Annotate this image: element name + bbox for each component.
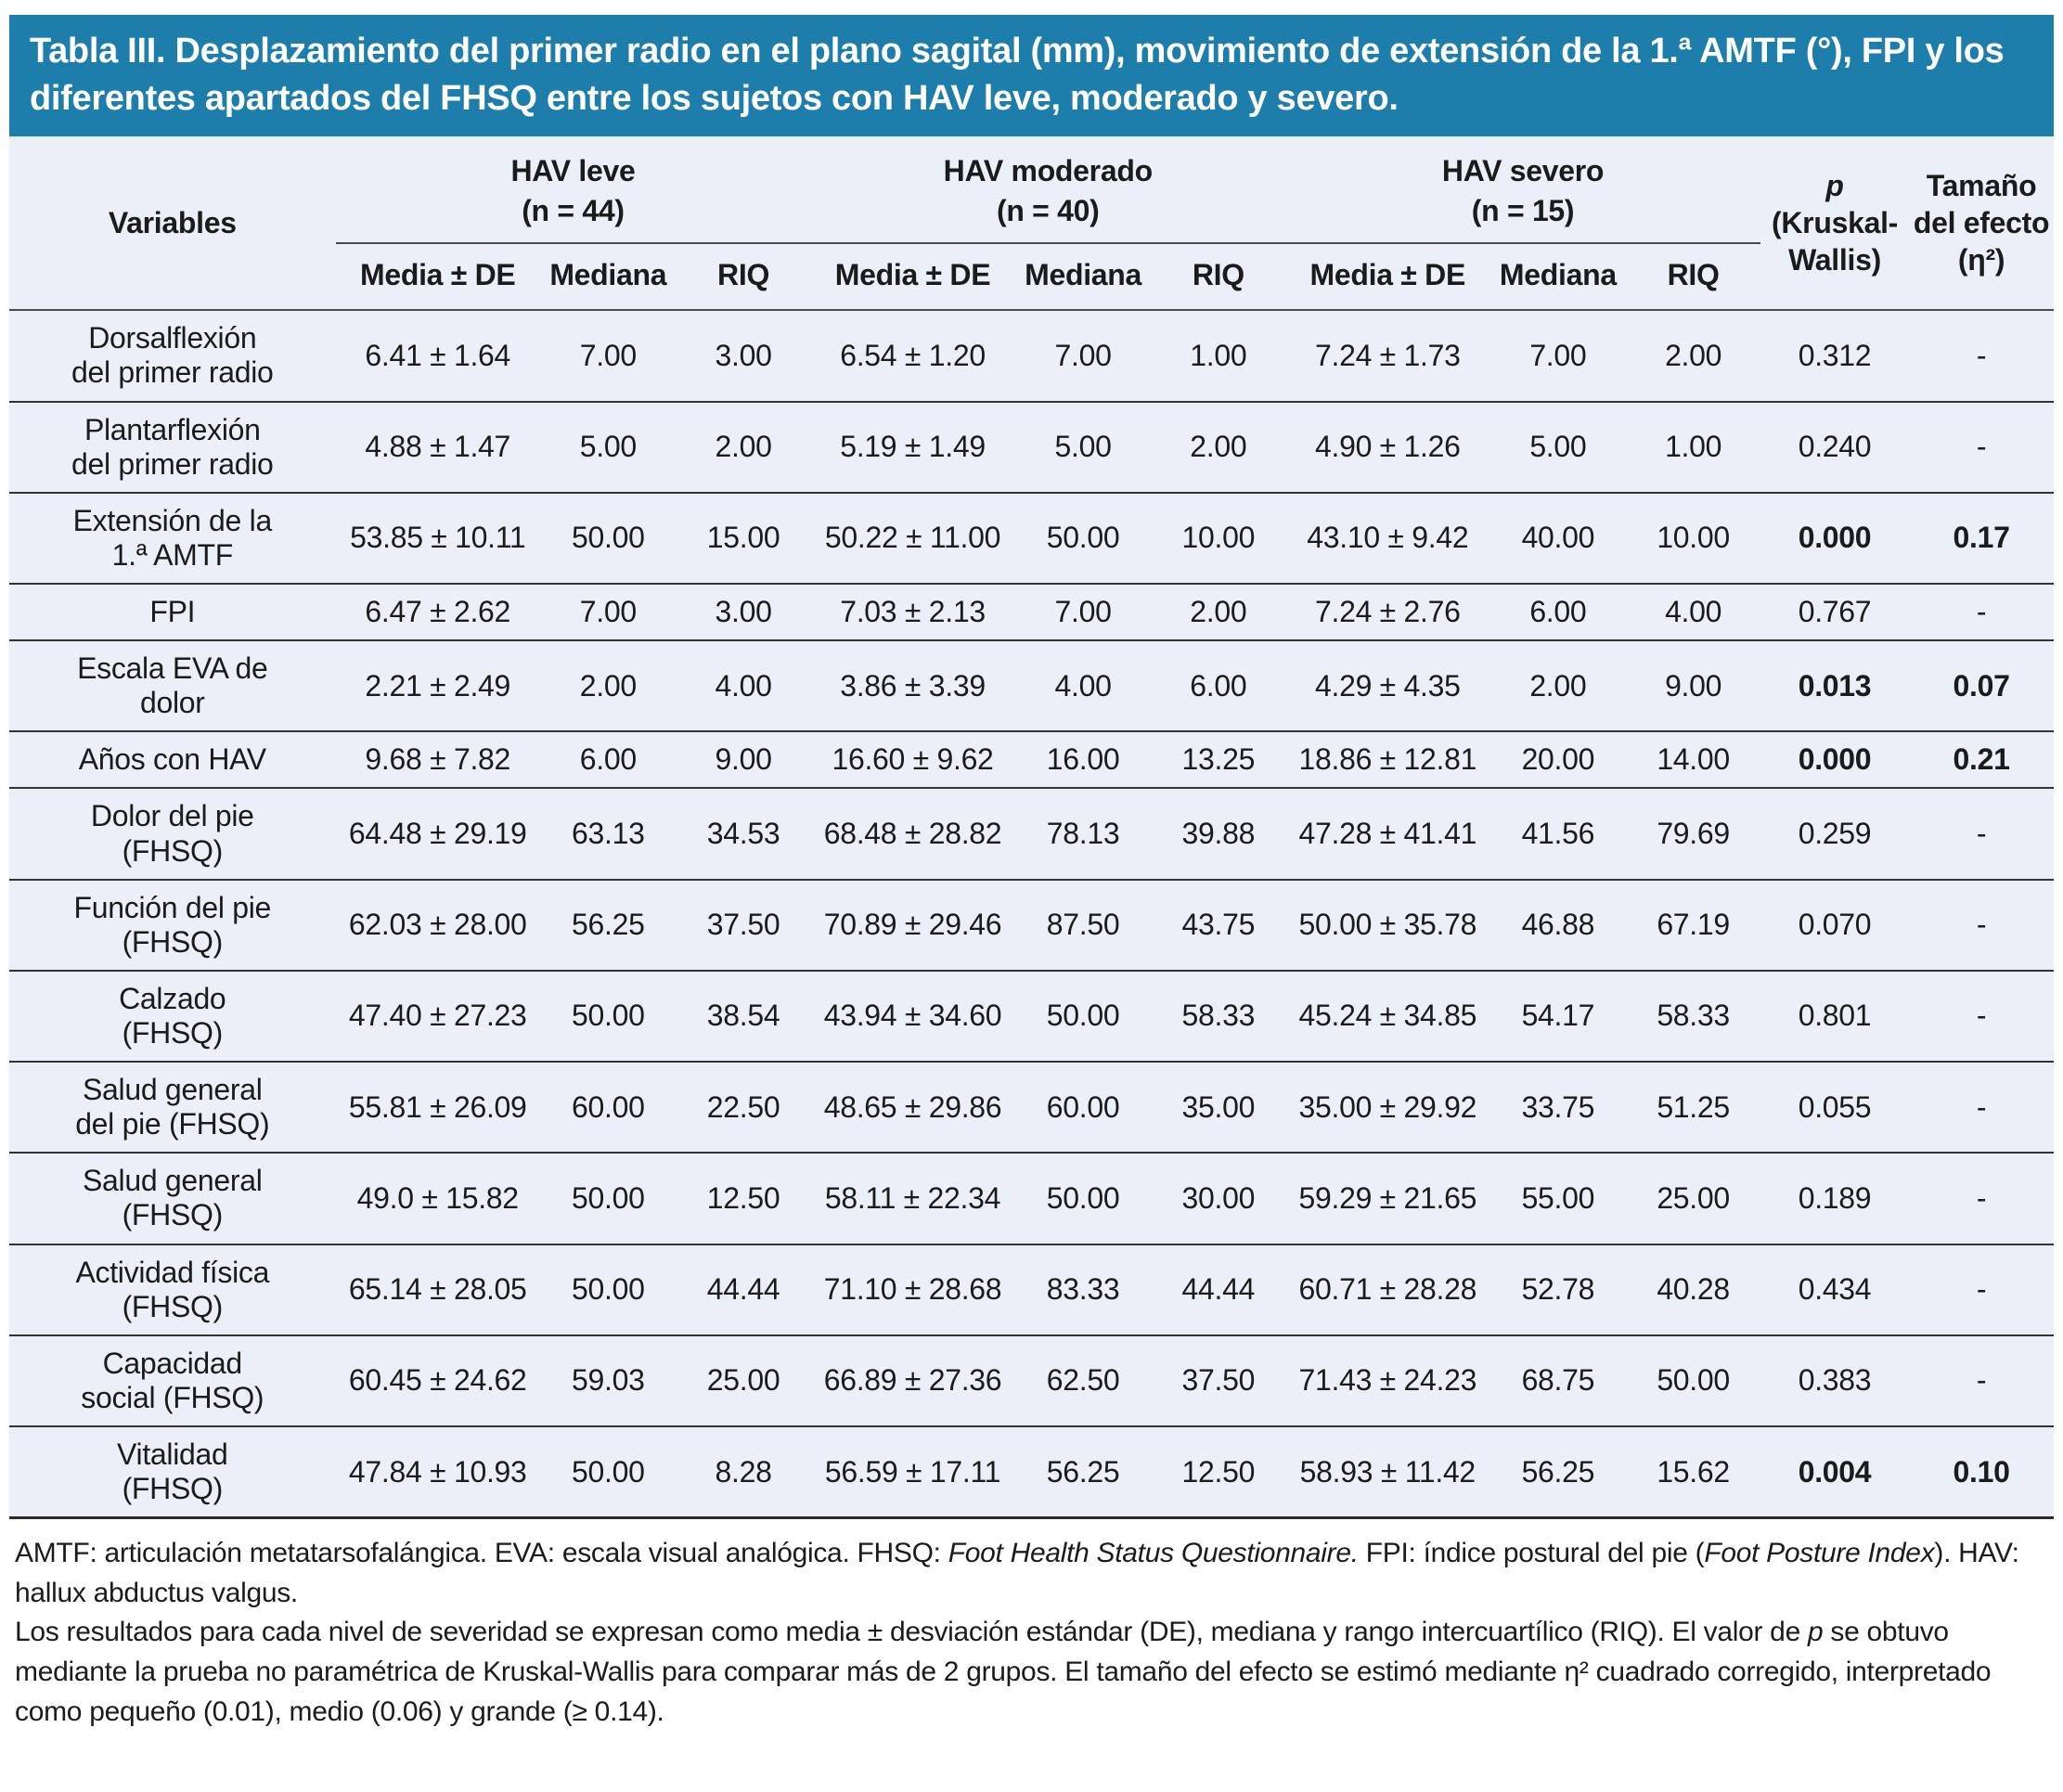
variable-cell: Plantarflexión del primer radio xyxy=(9,402,336,493)
variable-cell: Capacidad social (FHSQ) xyxy=(9,1335,336,1426)
value-cell: 58.33 xyxy=(1152,971,1286,1062)
value-cell: 12.50 xyxy=(1152,1426,1286,1518)
variable-cell: Extensión de la 1.ª AMTF xyxy=(9,493,336,584)
value-cell: 40.00 xyxy=(1489,493,1626,584)
value-cell: 3.00 xyxy=(677,584,811,640)
variable-cell: Años con HAV xyxy=(9,731,336,788)
group-header-hav-moderado xyxy=(810,136,1285,243)
group-name: HAV severo xyxy=(1441,153,1605,187)
value-cell: 50.00 xyxy=(540,1244,677,1335)
value-cell: 35.00 ± 29.92 xyxy=(1285,1062,1489,1153)
value-cell: 68.75 xyxy=(1489,1335,1626,1426)
subheader-riq-leve: RIQ xyxy=(677,243,811,310)
value-cell: 65.14 ± 28.05 xyxy=(336,1244,540,1335)
subheader-media-de-leve: Media ± DE xyxy=(336,243,540,310)
p-value-cell: 0.070 xyxy=(1760,880,1909,971)
value-cell: 50.00 xyxy=(540,1426,677,1518)
value-cell: 47.84 ± 10.93 xyxy=(336,1426,540,1518)
variable-cell: Actividad física (FHSQ) xyxy=(9,1244,336,1335)
value-cell: 13.25 xyxy=(1152,731,1286,788)
value-cell: 7.24 ± 2.76 xyxy=(1285,584,1489,640)
effect-size-cell: 0.21 xyxy=(1909,731,2054,788)
value-cell: 50.00 xyxy=(1626,1335,1760,1426)
value-cell: 5.00 xyxy=(1489,402,1626,493)
value-cell: 59.29 ± 21.65 xyxy=(1285,1153,1489,1244)
value-cell: 62.03 ± 28.00 xyxy=(336,880,540,971)
effect-size-cell: - xyxy=(1909,971,2054,1062)
value-cell: 50.00 xyxy=(1015,971,1152,1062)
value-cell: 12.50 xyxy=(677,1153,811,1244)
value-cell: 16.60 ± 9.62 xyxy=(810,731,1014,788)
effect-size-cell: 0.17 xyxy=(1909,493,2054,584)
value-cell: 9.00 xyxy=(1626,640,1760,731)
value-cell: 49.0 ± 15.82 xyxy=(336,1153,540,1244)
group-header-hav-severo xyxy=(1285,136,1760,243)
value-cell: 39.88 xyxy=(1152,788,1286,879)
p-value-cell: 0.189 xyxy=(1760,1153,1909,1244)
p-value-cell: 0.055 xyxy=(1760,1062,1909,1153)
subheader-riq-moderado: RIQ xyxy=(1152,243,1286,310)
group-n: (n = 15) xyxy=(1471,193,1575,227)
value-cell: 56.25 xyxy=(540,880,677,971)
value-cell: 6.00 xyxy=(1489,584,1626,640)
table-row xyxy=(9,640,2054,731)
value-cell: 18.86 ± 12.81 xyxy=(1285,731,1489,788)
value-cell: 50.00 ± 35.78 xyxy=(1285,880,1489,971)
value-cell: 60.00 xyxy=(1015,1062,1152,1153)
effect-size-cell: - xyxy=(1909,1153,2054,1244)
subheader-mediana-leve: Mediana xyxy=(540,243,677,310)
effect-size-cell: - xyxy=(1909,584,2054,640)
value-cell: 60.45 ± 24.62 xyxy=(336,1335,540,1426)
value-cell: 2.21 ± 2.49 xyxy=(336,640,540,731)
data-table xyxy=(9,136,2054,1520)
value-cell: 30.00 xyxy=(1152,1153,1286,1244)
table-row xyxy=(9,788,2054,879)
effect-size-cell: - xyxy=(1909,788,2054,879)
value-cell: 79.69 xyxy=(1626,788,1760,879)
value-cell: 4.00 xyxy=(677,640,811,731)
value-cell: 5.00 xyxy=(540,402,677,493)
footnote-methods xyxy=(15,1613,2041,1732)
value-cell: 34.53 xyxy=(677,788,811,879)
variable-cell: Dorsalflexión del primer radio xyxy=(71,321,274,390)
value-cell: 67.19 xyxy=(1626,880,1760,971)
value-cell: 59.03 xyxy=(540,1335,677,1426)
value-cell: 43.94 ± 34.60 xyxy=(810,971,1014,1062)
p-value-cell: 0.767 xyxy=(1760,584,1909,640)
value-cell: 58.33 xyxy=(1626,971,1760,1062)
footnote-abbreviations xyxy=(15,1534,2041,1613)
subheader-riq-severo: RIQ xyxy=(1626,243,1760,310)
value-cell: 56.25 xyxy=(1489,1426,1626,1518)
effect-size-cell: - xyxy=(1909,402,2054,493)
value-cell: 7.00 xyxy=(579,338,637,372)
p-value-cell: 0.434 xyxy=(1760,1244,1909,1335)
value-cell: 68.48 ± 28.82 xyxy=(810,788,1014,879)
p-value-cell: 0.312 xyxy=(1798,338,1872,372)
table-row xyxy=(9,1062,2054,1153)
footnotes xyxy=(9,1519,2054,1732)
value-cell: 53.85 ± 10.11 xyxy=(336,493,540,584)
value-cell: 66.89 ± 27.36 xyxy=(810,1335,1014,1426)
value-cell: 4.00 xyxy=(1626,584,1760,640)
value-cell: 71.43 ± 24.23 xyxy=(1285,1335,1489,1426)
value-cell: 70.89 ± 29.46 xyxy=(810,880,1014,971)
p-value-cell: 0.013 xyxy=(1760,640,1909,731)
effect-size-cell: - xyxy=(1909,1244,2054,1335)
value-cell: 4.88 ± 1.47 xyxy=(336,402,540,493)
value-cell: 54.17 xyxy=(1489,971,1626,1062)
p-value-cell: 0.801 xyxy=(1760,971,1909,1062)
subheader-mediana-moderado: Mediana xyxy=(1015,243,1152,310)
subheader-media-de-severo: Media ± DE xyxy=(1285,243,1489,310)
value-cell: 2.00 xyxy=(677,402,811,493)
column-header-p xyxy=(1760,136,1909,311)
variable-cell: Dolor del pie (FHSQ) xyxy=(9,788,336,879)
value-cell: 3.00 xyxy=(715,338,772,372)
table-row xyxy=(9,1153,2054,1244)
p-value-cell: 0.383 xyxy=(1760,1335,1909,1426)
group-header-hav-leve xyxy=(336,136,811,243)
value-cell: 38.54 xyxy=(677,971,811,1062)
effect-size-cell: 0.10 xyxy=(1909,1426,2054,1518)
value-cell: 25.00 xyxy=(1626,1153,1760,1244)
value-cell: 1.00 xyxy=(1190,338,1247,372)
value-cell: 41.56 xyxy=(1489,788,1626,879)
group-name: HAV leve xyxy=(510,153,636,187)
value-cell: 20.00 xyxy=(1489,731,1626,788)
value-cell: 55.81 ± 26.09 xyxy=(336,1062,540,1153)
value-cell: 87.50 xyxy=(1015,880,1152,971)
footnote-text-segment: FPI: índice postural del pie ( xyxy=(1358,1538,1705,1569)
footnote-italic-segment: p xyxy=(1807,1617,1824,1648)
group-n: (n = 44) xyxy=(522,193,625,227)
value-cell: 44.44 xyxy=(1152,1244,1286,1335)
footnote-text-segment: Los resultados para cada nivel de severidad se expresan como media ± desviación estándar (DE), mediana y rango intercuartílico (RIQ). El valor de xyxy=(15,1617,1808,1648)
value-cell: 47.28 ± 41.41 xyxy=(1285,788,1489,879)
value-cell: 4.90 ± 1.26 xyxy=(1285,402,1489,493)
value-cell: 6.47 ± 2.62 xyxy=(336,584,540,640)
value-cell: 43.75 xyxy=(1152,880,1286,971)
variable-cell: Escala EVA de dolor xyxy=(9,640,336,731)
value-cell: 6.54 ± 1.20 xyxy=(840,338,986,372)
footnote-text-segment: se obtuvo mediante la prueba no paramétrica de Kruskal-Wallis para comparar más de 2 grupos. El tamaño del efecto se estimó mediante η² cuadrado corregido, interpretado como pequeño (0.01), medio (0.06) y grande (≥ 0.14). xyxy=(15,1617,1992,1727)
table-row xyxy=(9,880,2054,971)
effect-size-cell: - xyxy=(1976,338,1987,372)
value-cell: 71.10 ± 28.68 xyxy=(810,1244,1014,1335)
value-cell: 62.50 xyxy=(1015,1335,1152,1426)
value-cell: 78.13 xyxy=(1015,788,1152,879)
value-cell: 50.00 xyxy=(540,493,677,584)
value-cell: 51.25 xyxy=(1626,1062,1760,1153)
value-cell: 2.00 xyxy=(1152,584,1286,640)
value-cell: 4.29 ± 4.35 xyxy=(1285,640,1489,731)
p-value-cell: 0.259 xyxy=(1760,788,1909,879)
value-cell: 2.00 xyxy=(1665,338,1722,372)
p-value-cell: 0.240 xyxy=(1760,402,1909,493)
value-cell: 10.00 xyxy=(1626,493,1760,584)
value-cell: 60.00 xyxy=(540,1062,677,1153)
value-cell: 25.00 xyxy=(677,1335,811,1426)
table-row xyxy=(9,493,2054,584)
value-cell: 56.59 ± 17.11 xyxy=(810,1426,1014,1518)
value-cell: 33.75 xyxy=(1489,1062,1626,1153)
variable-cell: Salud general (FHSQ) xyxy=(9,1153,336,1244)
p-symbol: p xyxy=(1825,168,1844,202)
value-cell: 58.93 ± 11.42 xyxy=(1285,1426,1489,1518)
value-cell: 22.50 xyxy=(677,1062,811,1153)
group-header-row xyxy=(9,136,2054,243)
variable-cell: Función del pie (FHSQ) xyxy=(9,880,336,971)
value-cell: 37.50 xyxy=(1152,1335,1286,1426)
value-cell: 56.25 xyxy=(1015,1426,1152,1518)
footnote-text-segment: AMTF: articulación metatarsofalángica. EVA: escala visual analógica. FHSQ: xyxy=(15,1538,948,1569)
variable-cell: Salud general del pie (FHSQ) xyxy=(9,1062,336,1153)
value-cell: 37.50 xyxy=(677,880,811,971)
footnote-text-segment: ). HAV: hallux abductus valgus. xyxy=(15,1538,2019,1608)
value-cell: 48.65 ± 29.86 xyxy=(810,1062,1014,1153)
variable-cell: Calzado (FHSQ) xyxy=(9,971,336,1062)
value-cell: 50.00 xyxy=(540,1153,677,1244)
value-cell: 8.28 xyxy=(677,1426,811,1518)
value-cell: 50.22 ± 11.00 xyxy=(810,493,1014,584)
table-row xyxy=(9,1426,2054,1518)
column-header-effect-size: Tamaño del efecto (η²) xyxy=(1909,136,2054,311)
value-cell: 6.41 ± 1.64 xyxy=(365,338,511,372)
value-cell: 6.00 xyxy=(1152,640,1286,731)
value-cell: 47.40 ± 27.23 xyxy=(336,971,540,1062)
value-cell: 5.00 xyxy=(1015,402,1152,493)
table-row xyxy=(9,310,2054,401)
table-title: Tabla III. Desplazamiento del primer radio en el plano sagital (mm), movimiento de extensión de la 1.ª AMTF (°), FPI y los diferentes apartados del FHSQ entre los sujetos con HAV leve, moderado y severo. xyxy=(9,15,2054,136)
table-row xyxy=(9,1335,2054,1426)
value-cell: 46.88 xyxy=(1489,880,1626,971)
value-cell: 7.03 ± 2.13 xyxy=(810,584,1014,640)
value-cell: 60.71 ± 28.28 xyxy=(1285,1244,1489,1335)
value-cell: 44.44 xyxy=(677,1244,811,1335)
value-cell: 7.00 xyxy=(1529,338,1587,372)
effect-size-cell: - xyxy=(1909,1062,2054,1153)
value-cell: 52.78 xyxy=(1489,1244,1626,1335)
value-cell: 7.00 xyxy=(540,584,677,640)
value-cell: 43.10 ± 9.42 xyxy=(1285,493,1489,584)
table-row xyxy=(9,584,2054,640)
value-cell: 5.19 ± 1.49 xyxy=(810,402,1014,493)
value-cell: 83.33 xyxy=(1015,1244,1152,1335)
p-test-name: (Kruskal-Wallis) xyxy=(1772,205,1899,277)
value-cell: 64.48 ± 29.19 xyxy=(336,788,540,879)
value-cell: 9.68 ± 7.82 xyxy=(336,731,540,788)
group-n: (n = 40) xyxy=(996,193,1100,227)
value-cell: 58.11 ± 22.34 xyxy=(810,1153,1014,1244)
p-value-cell: 0.004 xyxy=(1760,1426,1909,1518)
value-cell: 9.00 xyxy=(677,731,811,788)
effect-size-cell: 0.07 xyxy=(1909,640,2054,731)
value-cell: 15.62 xyxy=(1626,1426,1760,1518)
variable-cell: FPI xyxy=(9,584,336,640)
footnote-italic-segment: Foot Health Status Questionnaire. xyxy=(948,1538,1359,1569)
value-cell: 40.28 xyxy=(1626,1244,1760,1335)
value-cell: 50.00 xyxy=(1015,493,1152,584)
subheader-mediana-severo: Mediana xyxy=(1489,243,1626,310)
value-cell: 55.00 xyxy=(1489,1153,1626,1244)
value-cell: 2.00 xyxy=(1489,640,1626,731)
value-cell: 2.00 xyxy=(540,640,677,731)
table-row xyxy=(9,402,2054,493)
value-cell: 16.00 xyxy=(1015,731,1152,788)
value-cell: 14.00 xyxy=(1626,731,1760,788)
value-cell: 7.00 xyxy=(1015,584,1152,640)
footnote-italic-segment: Foot Posture Index xyxy=(1704,1538,1935,1569)
column-header-variables: Variables xyxy=(9,136,336,311)
value-cell: 7.00 xyxy=(1054,338,1112,372)
value-cell: 63.13 xyxy=(540,788,677,879)
p-value-cell: 0.000 xyxy=(1760,731,1909,788)
value-cell: 2.00 xyxy=(1152,402,1286,493)
effect-size-cell: - xyxy=(1909,1335,2054,1426)
value-cell: 3.86 ± 3.39 xyxy=(810,640,1014,731)
table-row xyxy=(9,971,2054,1062)
value-cell: 15.00 xyxy=(677,493,811,584)
p-value-cell: 0.000 xyxy=(1760,493,1909,584)
group-name: HAV moderado xyxy=(943,153,1153,187)
variable-cell: Vitalidad (FHSQ) xyxy=(9,1426,336,1518)
table-row xyxy=(9,731,2054,788)
value-cell: 7.24 ± 1.73 xyxy=(1314,338,1461,372)
value-cell: 10.00 xyxy=(1152,493,1286,584)
table-row xyxy=(9,1244,2054,1335)
value-cell: 50.00 xyxy=(1015,1153,1152,1244)
value-cell: 45.24 ± 34.85 xyxy=(1285,971,1489,1062)
subheader-media-de-moderado: Media ± DE xyxy=(810,243,1014,310)
value-cell: 6.00 xyxy=(540,731,677,788)
value-cell: 35.00 xyxy=(1152,1062,1286,1153)
value-cell: 1.00 xyxy=(1626,402,1760,493)
value-cell: 50.00 xyxy=(540,971,677,1062)
effect-size-cell: - xyxy=(1909,880,2054,971)
value-cell: 4.00 xyxy=(1015,640,1152,731)
